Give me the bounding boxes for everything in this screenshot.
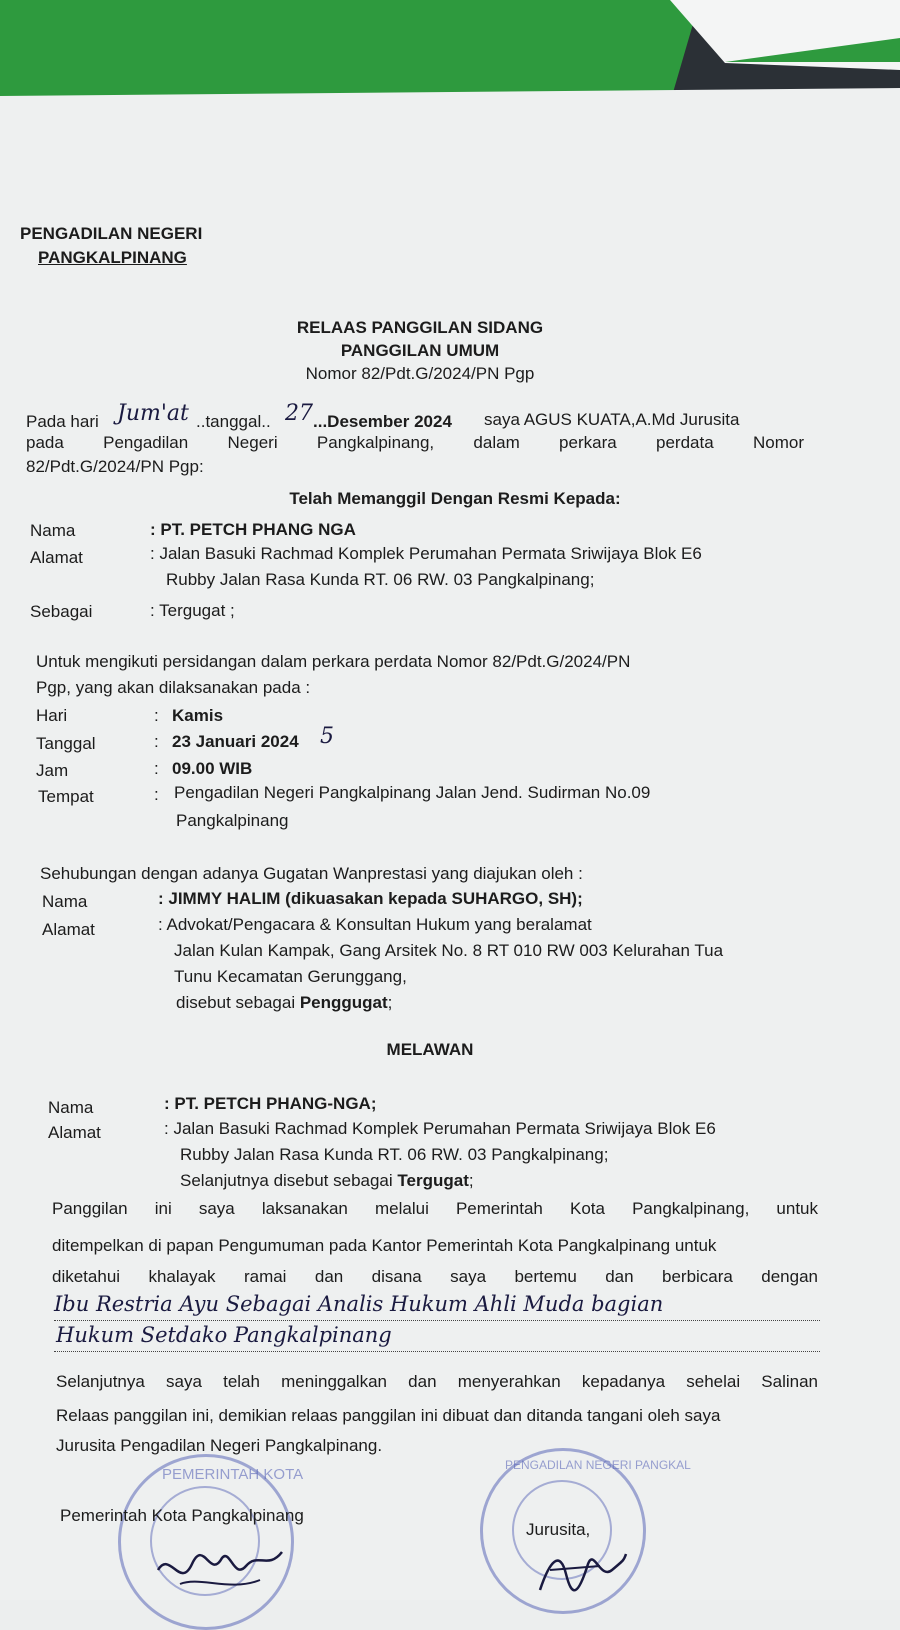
party-address-line2: Rubby Jalan Rasa Kunda RT. 06 RW. 03 Pangkalpinang; xyxy=(166,570,595,589)
plaintiff-name-label: Nama xyxy=(42,892,88,911)
city-government-label: Pemerintah Kota Pangkalpinang xyxy=(60,1506,304,1525)
party-role-label: Sebagai xyxy=(30,602,93,621)
city-stamp-text: PEMERINTAH KOTA xyxy=(162,1466,304,1483)
intro-tanggal: ..tanggal.. xyxy=(196,412,271,431)
court-stamp-text: PENGADILAN NEGERI PANGKAL xyxy=(505,1458,691,1472)
handwritten-year-correction: 5 xyxy=(320,724,334,749)
hearing-date-label: Tanggal xyxy=(36,734,96,753)
plaintiff-intro: Sehubungan dengan adanya Gugatan Wanprestasi yang diajukan oleh : xyxy=(40,864,583,883)
plaintiff-address-label: Alamat xyxy=(42,920,95,939)
hearing-time-value: 09.00 WIB xyxy=(172,759,253,778)
fill-in-dotted-line-2 xyxy=(54,1351,820,1352)
plaintiff-address-line2: Jalan Kulan Kampak, Gang Arsitek No. 8 RT 010 RW 003 Kelurahan Tua xyxy=(174,941,724,960)
bailiff-label: Jurusita, xyxy=(526,1520,591,1539)
hearing-date-value: 23 Januari 2024 xyxy=(172,732,299,751)
summoned-heading: Telah Memanggil Dengan Resmi Kepada: xyxy=(289,489,621,508)
green-folder-band xyxy=(0,0,700,96)
hearing-place-colon: : xyxy=(154,785,159,804)
court-name-line2: PANGKALPINANG xyxy=(38,248,187,267)
city-official-signature xyxy=(150,1540,290,1600)
document-subtitle: PANGGILAN UMUM xyxy=(340,341,500,360)
plaintiff-designation: disebut sebagai Penggugat; xyxy=(176,993,393,1012)
handwritten-date: 27 xyxy=(285,401,313,426)
party-address-label: Alamat xyxy=(30,548,83,567)
handwritten-met-person-line1: Ibu Restria Ayu Sebagai Analis Hukum Ahli Muda bagian xyxy=(54,1292,664,1316)
plaintiff-name-value: : JIMMY HALIM (dikuasakan kepada SUHARGO, SH); xyxy=(158,889,583,908)
versus-heading: MELAWAN xyxy=(386,1040,474,1059)
defendant-name-value: : PT. PETCH PHANG-NGA; xyxy=(164,1094,377,1113)
hearing-intro-line1: Untuk mengikuti persidangan dalam perkara perdata Nomor 82/Pdt.G/2024/PN xyxy=(36,652,631,671)
document-title: RELAAS PANGGILAN SIDANG xyxy=(296,318,544,337)
court-name-line1: PENGADILAN NEGERI xyxy=(20,224,203,243)
party-role-value: : Tergugat ; xyxy=(150,601,235,620)
defendant-address-line1: : Jalan Basuki Rachmad Komplek Perumahan Permata Sriwijaya Blok E6 xyxy=(164,1119,716,1138)
party-address-line1: : Jalan Basuki Rachmad Komplek Perumahan Permata Sriwijaya Blok E6 xyxy=(150,544,702,563)
document-number: Nomor 82/Pdt.G/2024/PN Pgp xyxy=(305,364,535,383)
bailiff-signature xyxy=(530,1540,630,1600)
hearing-day-label: Hari xyxy=(36,706,68,725)
intro-bailiff: saya AGUS KUATA,A.Md Jurusita xyxy=(484,410,740,429)
hearing-place-line1: Pengadilan Negeri Pangkalpinang Jalan Jend. Sudirman No.09 xyxy=(174,783,651,802)
party-name-label: Nama xyxy=(30,521,76,540)
defendant-address-label: Alamat xyxy=(48,1123,101,1142)
fill-in-dotted-line-1 xyxy=(54,1320,820,1321)
execution-line3: diketahui khalayak ramai dan disana saya bertemu dan berbicara dengan xyxy=(52,1267,818,1286)
handwritten-day: Jum'at xyxy=(117,401,189,426)
intro-line2: pada Pengadilan Negeri Pangkalpinang, dalam perkara perdata Nomor xyxy=(26,433,804,452)
party-name-value: : PT. PETCH PHANG NGA xyxy=(150,520,356,539)
handwritten-met-person-line2: Hukum Setdako Pangkalpinang xyxy=(56,1323,392,1347)
hearing-place-line2: Pangkalpinang xyxy=(176,811,289,830)
execution-line1: Panggilan ini saya laksanakan melalui Pemerintah Kota Pangkalpinang, untuk xyxy=(52,1199,818,1218)
intro-pada-hari: Pada hari xyxy=(26,412,99,431)
hearing-intro-line2: Pgp, yang akan dilaksanakan pada : xyxy=(36,678,311,697)
hearing-date-colon: : xyxy=(154,732,159,751)
defendant-designation: Selanjutnya disebut sebagai Tergugat; xyxy=(180,1171,474,1190)
intro-line3: 82/Pdt.G/2024/PN Pgp: xyxy=(26,457,204,476)
hearing-time-label: Jam xyxy=(36,761,69,780)
hearing-place-label: Tempat xyxy=(38,787,94,806)
plaintiff-address-line3: Tunu Kecamatan Gerunggang, xyxy=(174,967,407,986)
closing-line3: Jurusita Pengadilan Negeri Pangkalpinang. xyxy=(56,1436,383,1455)
plaintiff-address-line1: : Advokat/Pengacara & Konsultan Hukum yang beralamat xyxy=(158,915,592,934)
hearing-time-colon: : xyxy=(154,759,159,778)
hearing-day-colon: : xyxy=(154,706,159,725)
execution-line2: ditempelkan di papan Pengumuman pada Kantor Pemerintah Kota Pangkalpinang untuk xyxy=(52,1236,717,1255)
closing-line2: Relaas panggilan ini, demikian relaas panggilan ini dibuat dan ditanda tangani oleh saya xyxy=(56,1406,721,1425)
defendant-name-label: Nama xyxy=(48,1098,94,1117)
defendant-address-line2: Rubby Jalan Rasa Kunda RT. 06 RW. 03 Pangkalpinang; xyxy=(180,1145,609,1164)
intro-month-year: ...Desember 2024 xyxy=(313,412,452,431)
hearing-day-value: Kamis xyxy=(172,706,224,725)
closing-line1: Selanjutnya saya telah meninggalkan dan menyerahkan kepadanya sehelai Salinan xyxy=(56,1372,818,1391)
